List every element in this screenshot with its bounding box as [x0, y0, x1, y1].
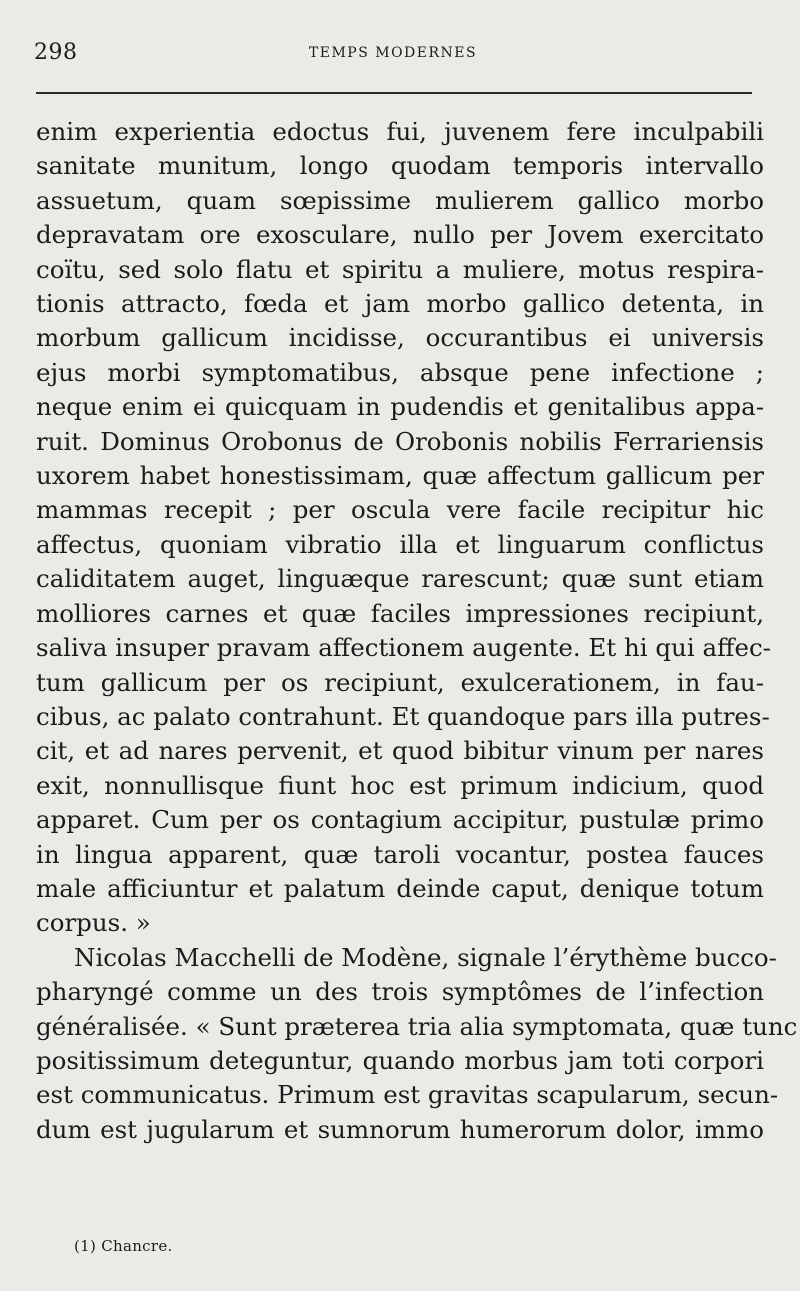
- text-line: pharyngé comme un des trois symptômes de l’infection: [36, 977, 764, 1007]
- page-number: 298: [34, 40, 78, 65]
- text-line: mammas recepit ; per oscula vere facile recipitur hic: [36, 495, 764, 525]
- text-line: apparet. Cum per os contagium accipitur, pustulæ primo: [36, 805, 764, 835]
- text-line: in lingua apparent, quæ taroli vocantur, postea fauces: [36, 839, 764, 869]
- text-line: positissimum deteguntur, quando morbus jam toti corpori: [36, 1045, 764, 1075]
- text-line: molliores carnes et quæ faciles impressiones recipiunt,: [36, 598, 764, 628]
- header-rule: [36, 92, 752, 94]
- text-line: Nicolas Macchelli de Modène, signale l’érythème bucco-: [74, 942, 777, 972]
- text-line: ruit. Dominus Orobonus de Orobonis nobilis Ferrariensis: [36, 426, 764, 456]
- footnote: (1) Chancre.: [74, 1237, 173, 1255]
- text-line: est communicatus. Primum est gravitas scapularum, secun-: [36, 1080, 779, 1110]
- text-line: dum est jugularum et sumnorum humerorum dolor, immo: [36, 1114, 764, 1144]
- text-line: caliditatem auget, linguæque rarescunt; quæ sunt etiam: [36, 564, 764, 594]
- body-text: [36, 115, 798, 1147]
- text-line: depravatam ore exosculare, nullo per Jovem exercitato: [36, 220, 764, 250]
- text-line: tum gallicum per os recipiunt, exulcerationem, in fau-: [36, 667, 764, 697]
- text-line: affectus, quoniam vibratio illa et linguarum conflictus: [36, 529, 764, 559]
- text-line: assuetum, quam sœpissime mulierem gallico morbo: [36, 185, 764, 215]
- text-line: neque enim ei quicquam in pudendis et genitalibus appa-: [36, 392, 764, 422]
- running-title: TEMPS MODERNES: [308, 45, 478, 61]
- text-line: tionis attracto, fœda et jam morbo gallico detenta, in: [36, 289, 764, 319]
- text-line: morbum gallicum incidisse, occurantibus ei universis: [36, 323, 764, 353]
- text-line: sanitate munitum, longo quodam temporis intervallo: [36, 151, 764, 181]
- text-line: généralisée. « Sunt præterea tria alia symptomata, quæ tunc: [36, 1011, 798, 1041]
- text-line: cit, et ad nares pervenit, et quod bibitur vinum per nares: [36, 736, 764, 766]
- text-line: saliva insuper pravam affectionem augente. Et hi qui affec-: [36, 633, 771, 663]
- text-line: coïtu, sed solo flatu et spiritu a muliere, motus respira-: [36, 254, 764, 284]
- text-line: male afficiuntur et palatum deinde caput, denique totum: [36, 873, 764, 903]
- text-line: cibus, ac palato contrahunt. Et quandoque pars illa putres-: [36, 701, 770, 731]
- text-line: corpus. »: [36, 908, 151, 938]
- page-header: [34, 40, 752, 70]
- text-line: exit, nonnullisque fiunt hoc est primum indicium, quod: [36, 770, 764, 800]
- text-line: uxorem habet honestissimam, quæ affectum gallicum per: [36, 461, 764, 491]
- text-line: ejus morbi symptomatibus, absque pene infectione ;: [36, 357, 764, 387]
- text-line: enim experientia edoctus fui, juvenem fere inculpabili: [36, 117, 764, 146]
